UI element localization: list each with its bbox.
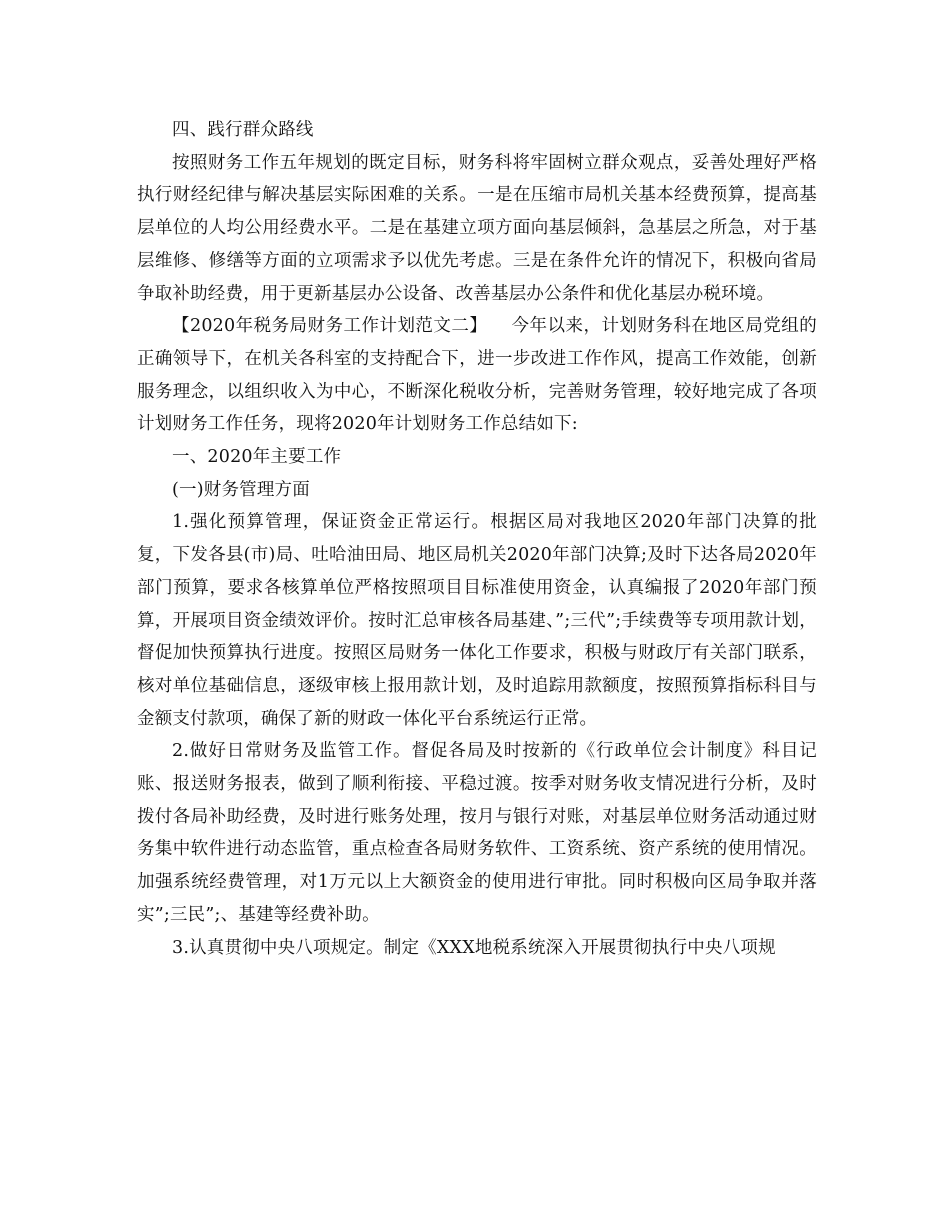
paragraph-budget-management: 1.强化预算管理，保证资金正常运行。根据区局对我地区2020年部门决算的批复，下发各县(市)局、吐哈油田局、地区局机关2020年部门决算;及时下达各局2020年部门预算，要求各核算单位严格按照项目目标准使用资金，认真编报了2020年部门预算，开展项目资金绩效评价。按时汇总审核各局基建、”;三代”;手续费等专项用款计划，督促加快预算执行进度。按照区局财务一体化工作要求，积极与财政厅有关部门联系，核对单位基础信息，逐级审核上报用款计划，及时追踪用款额度，按照预算指标科目与金额支付款项，确保了新的财政一体化平台系统运行正常。 — [137, 512, 817, 729]
paragraph-main-work-heading: 一、2020年主要工作 — [172, 447, 342, 468]
document-body — [137, 114, 817, 964]
paragraph-daily-finance: 2.做好日常财务及监管工作。督促各局及时按新的《行政单位会计制度》科目记账、报送财务报表，做到了顺利衔接、平稳过渡。按季对财务收支情况进行分析，及时拨付各局补助经费，及时进行账务处理，按月与银行对账，对基层单位财务活动通过财务集中软件进行动态监管，重点检查各局财务软件、工资系统、资产系统的使用情况。加强系统经费管理，对1万元以上大额资金的使用进行审批。同时积极向区局争取并落实”;三民”;、基建等经费补助。 — [137, 741, 817, 925]
paragraph-finance-management-heading: (一)财务管理方面 — [172, 479, 310, 500]
paragraph-section-four-heading: 四、践行群众路线 — [172, 120, 314, 140]
paragraph-sample-two-intro: 【2020年税务局财务工作计划范文二】 今年以来，计划财务科在地区局党组的正确领导下，在机关各科室的支持配合下，进一步改进工作作风，提高工作效能，创新服务理念，以组织收入为中心，不断深化税收分析，完善财务管理，较好地完成了各项计划财务工作任务，现将2020年计划财务工作总结如下: — [137, 316, 817, 435]
paragraph-mass-line: 按照财务工作五年规划的既定目标，财务科将牢固树立群众观点，妥善处理好严格执行财经纪律与解决基层实际困难的关系。一是在压缩市局机关基本经费预算，提高基层单位的人均公用经费水平。二是在基建立项方面向基层倾斜，急基层之所急，对于基层维修、修缮等方面的立项需求予以优先考虑。三是在条件允许的情况下，积极向省局争取补助经费，用于更新基层办公设备、改善基层办公条件和优化基层办税环境。 — [137, 152, 817, 304]
paragraph-eight-rules: 3.认真贯彻中央八项规定。制定《XXX地税系统深入开展贯彻执行中央八项规 — [172, 937, 776, 958]
